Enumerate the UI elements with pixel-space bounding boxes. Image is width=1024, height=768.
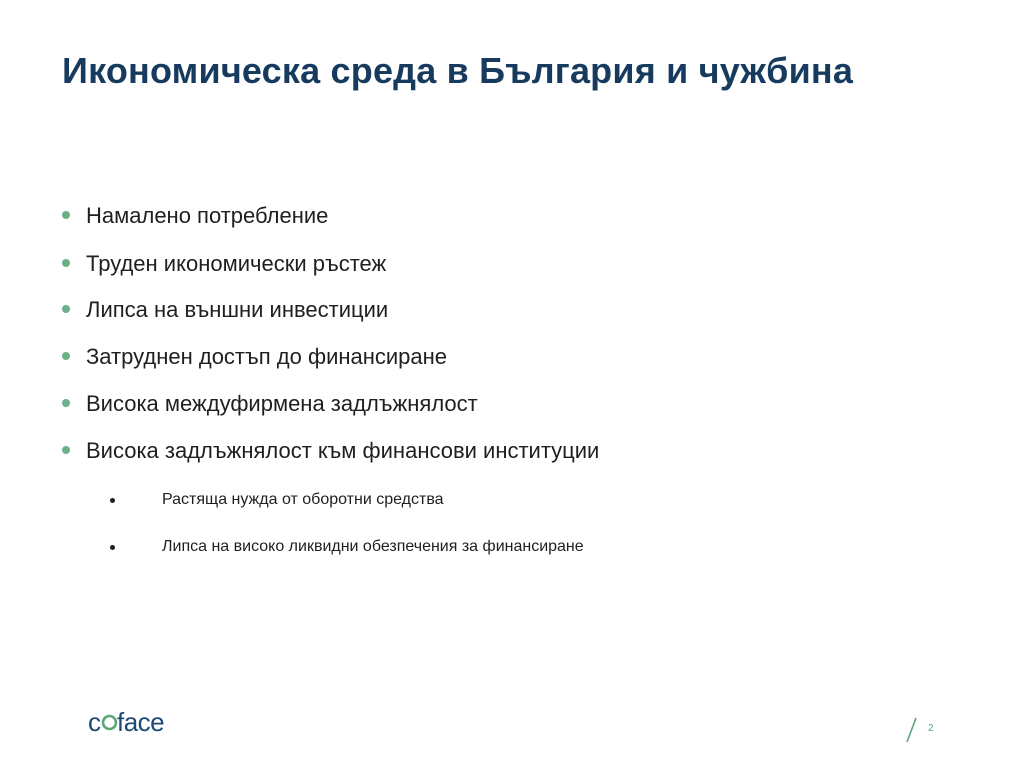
svg-text:face: face [117, 707, 165, 737]
bullet-text: Труден икономически ръстеж [86, 251, 387, 276]
bullet-dot-icon [62, 305, 70, 313]
bullet-item [62, 389, 478, 419]
bullet-text: Липса на външни инвестиции [86, 297, 389, 322]
bullet-dot-icon [62, 259, 70, 267]
sub-bullet-dot-icon [110, 498, 115, 503]
bullet-text: Намалено потребление [86, 203, 329, 228]
bullet-text: Затруднен достъп до финансиране [86, 344, 448, 369]
bullet-item [62, 342, 447, 372]
bullet-dot-icon [62, 211, 70, 219]
bullet-dot-icon [62, 352, 70, 360]
sub-bullet-text: Липса на високо ликвидни обезпечения за финансиране [162, 538, 584, 555]
bullet-item [62, 436, 599, 466]
bullet-item [62, 295, 388, 325]
bullet-item [62, 249, 386, 279]
bullet-dot-icon [62, 399, 70, 407]
bullet-text: Висока междуфирмена задлъжнялост [86, 391, 478, 416]
sub-bullet-text: Растяща нужда от оборотни средства [162, 491, 444, 508]
coface-logo-icon [88, 706, 178, 740]
svg-text:c: c [88, 707, 101, 737]
coface-logo [88, 706, 178, 740]
bullet-item [62, 201, 328, 231]
bullet-dot-icon [62, 446, 70, 454]
slide-title: Икономическа среда в България и чужбина [62, 50, 854, 91]
page-number: 2 [928, 723, 934, 734]
bullet-text: Висока задлъжнялост към финансови институции [86, 438, 600, 463]
sub-bullet-dot-icon [110, 545, 115, 550]
sub-bullet-item [110, 535, 584, 559]
sub-bullet-item [110, 488, 444, 512]
slash-divider-icon [904, 716, 918, 744]
